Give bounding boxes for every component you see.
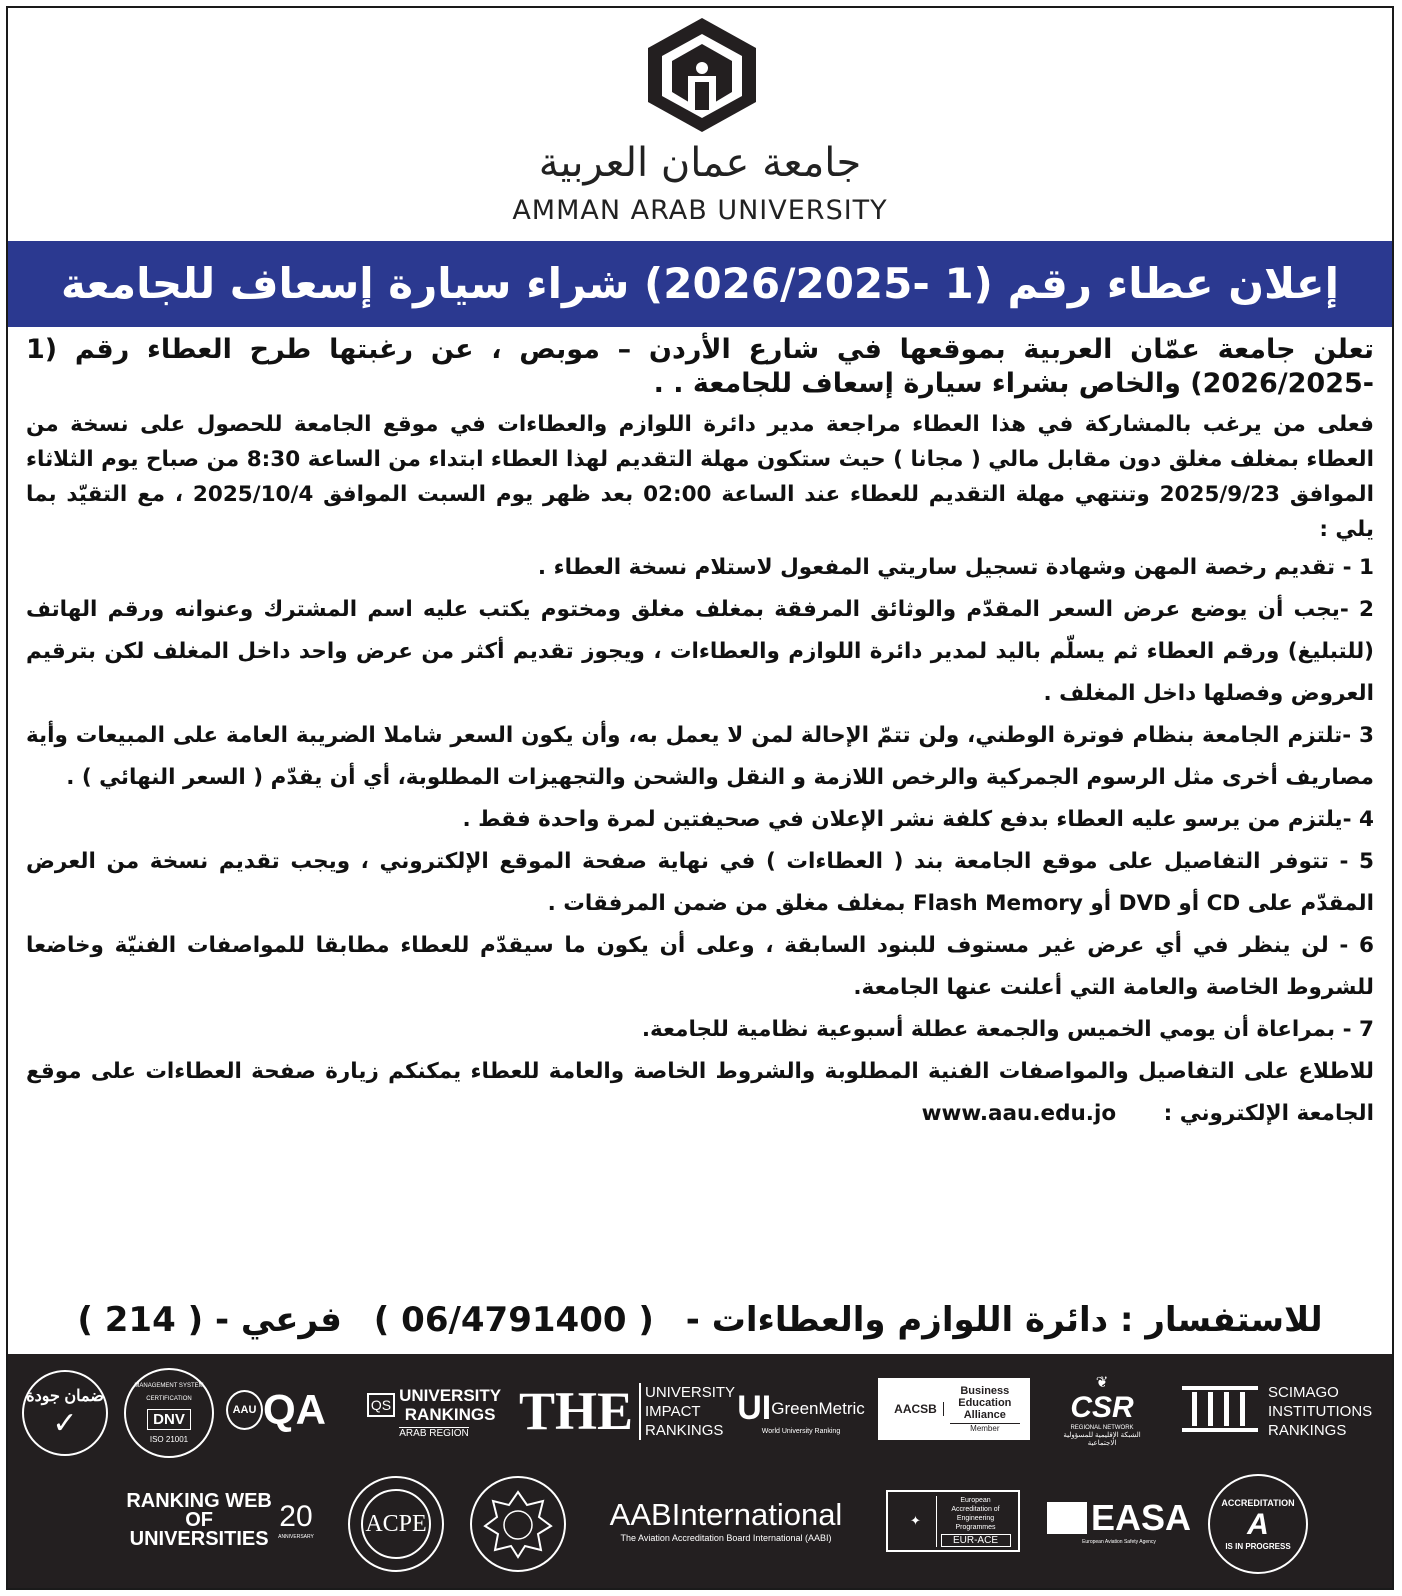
qs-rankings-logo-icon: QS UNIVERSITY RANKINGS ARAB REGION [364, 1374, 504, 1450]
eur-ace-logo-icon: ✦ European Accreditation of Engineering Programmes EUR-ACE [886, 1490, 1020, 1552]
conditions-paragraph: فعلى من يرغب بالمشاركة في هذا العطاء مراجعة مدير دائرة اللوازم والعطاءات في موقع الجامعة للحصول على نسخة من العطاء بمغلف مغلق دون مقابل مالي ( مجانا ) حيث ستكون مهلة التقديم لهذا العطاء ابتداء من الساعة 8:30 من صباح يوم الثلاثاء الموافق 2025/9/23 وتنتهي مهلة التقديم للعطاء عند الساعة 02:00 بعد ظهر يوم السبت الموافق 2025/10/4 ، مع التقيّد بما يلي : [26, 412, 1374, 542]
jawda-logo-icon: ضمان جودة ✓ [22, 1370, 108, 1456]
aau-qa-logo-icon: AAU QA [226, 1380, 326, 1440]
condition-item-4: 4 -يلتزم من يرسو عليه العطاء بدفع كلفة نشر الإعلان في صحيفتين لمرة واحدة فقط . [462, 807, 1374, 832]
aacsb-logo-icon: AACSB Business Education Alliance Member [878, 1378, 1030, 1440]
university-logo-icon [644, 16, 760, 134]
contact-phone: ( 06/4791400 ) [373, 1300, 654, 1340]
website-link[interactable]: www.aau.edu.jo [921, 1101, 1117, 1126]
dnv-certification-logo-icon: MANAGEMENT SYSTEM CERTIFICATION DNV ISO 21001 [124, 1368, 214, 1458]
condition-item-5: 5 - تتوفر التفاصيل على موقع الجامعة بند ( العطاءات ) في نهاية صفحة الموقع الإلكتروني ، ويجب تقديم نسخة من العرض المقدّم على CD أو DVD أو Flash Memory بمغلف مغلق من ضمن المرفقات . [26, 849, 1374, 916]
contact-label: للاستفسار : دائرة اللوازم والعطاءات - [685, 1300, 1323, 1340]
tender-title: إعلان عطاء رقم (1 -2026/2025) شراء سيارة إسعاف للجامعة [8, 241, 1392, 327]
acpe-seal-icon: ACPE [348, 1476, 444, 1572]
scimago-building-icon [1178, 1380, 1262, 1436]
contact-line [8, 1300, 1392, 1340]
condition-item-6: 6 - لن ينظر في أي عرض غير مستوف للبنود السابقة ، وعلى أن يكون ما سيقدّم للعطاء مطابقا للمواصفات الفنيّة وخاضعا للشروط الخاصة والعامة التي أعلنت عنها الجامعة. [26, 933, 1374, 1000]
condition-item-2: 2 -يجب أن يوضع عرض السعر المقدّم والوثائق المرفقة بمغلف مغلق ومختوم يكتب عليه اسم المشترك وعنوانه ورقم الهاتف (للتبليغ) ورقم العطاء ثم يسلّم باليد لمدير دائرة اللوازم والعطاءات ، ويجوز تقديم أكثر من عرض واحد داخل المغلف لكن بترقيم العروض وفصلها داخل المغلف . [26, 597, 1374, 706]
header [8, 8, 1392, 240]
contact-extension: فرعي - ( 214 ) [77, 1300, 342, 1340]
tender-advertisement [6, 6, 1394, 1590]
condition-item-7: 7 - بمراعاة أن يومي الخميس والجمعة عطلة أسبوعية نظامية للجامعة. [641, 1017, 1374, 1042]
tender-body [26, 333, 1374, 1135]
accreditation-logos-footer [8, 1354, 1392, 1590]
csr-network-logo-icon: ❦ CSR REGIONAL NETWORK الشبكة الإقليمية للمسؤولية الاجتماعية [1063, 1374, 1141, 1447]
webometrics-logo-icon: RANKING WEB OF UNIVERSITIES 20 ANNIVERSARY [126, 1489, 314, 1550]
accreditation-in-progress-seal-icon: ACCREDITATION A IS IN PROGRESS [1208, 1474, 1308, 1574]
condition-item-3: 3 -تلتزم الجامعة بنظام فوترة الوطني، ولن تتمّ الإحالة لمن لا يعمل به، وأن يكون السعر شاملا الضريبة العامة على المبيعات وأية مصاريف أخرى مثل الرسوم الجمركية والرخص اللازمة و النقل والشحن والتجهيزات المطلوبة، أي أن يقدّم ( السعر النهائي ) . [26, 723, 1374, 790]
easa-logo-icon: EASA European Aviation Safety Agency [1044, 1490, 1194, 1552]
university-name-arabic: جامعة عمان العربية [538, 140, 862, 186]
intro-text: تعلن جامعة عمّان العربية بموقعها في شارع الأردن – موبص ، عن رغبتها طرح العطاء رقم (1 -2026/2025) والخاص بشراء سيارة إسعاف للجامعة . . [26, 334, 1374, 399]
university-name-english: AMMAN ARAB UNIVERSITY [512, 195, 888, 226]
aabi-logo-icon: AABInternational The Aviation Accreditation Board International (AABI) [609, 1497, 843, 1543]
arabic-association-seal-icon [470, 1476, 566, 1572]
greenmetric-logo-icon: UI GreenMetric World University Ranking [737, 1389, 865, 1435]
the-impact-rankings-logo-icon: THE UNIVERSITY IMPACT RANKINGS [518, 1381, 736, 1441]
condition-item-1: 1 - تقديم رخصة المهن وشهادة تسجيل ساريتي المفعول لاستلام نسخة العطاء . [537, 555, 1374, 580]
website-note [26, 1051, 1374, 1135]
scimago-text: SCIMAGO INSTITUTIONS RANKINGS [1268, 1383, 1373, 1439]
website-text: للاطلاع على التفاصيل والمواصفات الفنية المطلوبة والشروط الخاصة والعامة للعطاء يمكنكم زيارة صفحة العطاءات على موقع الجامعة الإلكتروني : [26, 1059, 1374, 1126]
